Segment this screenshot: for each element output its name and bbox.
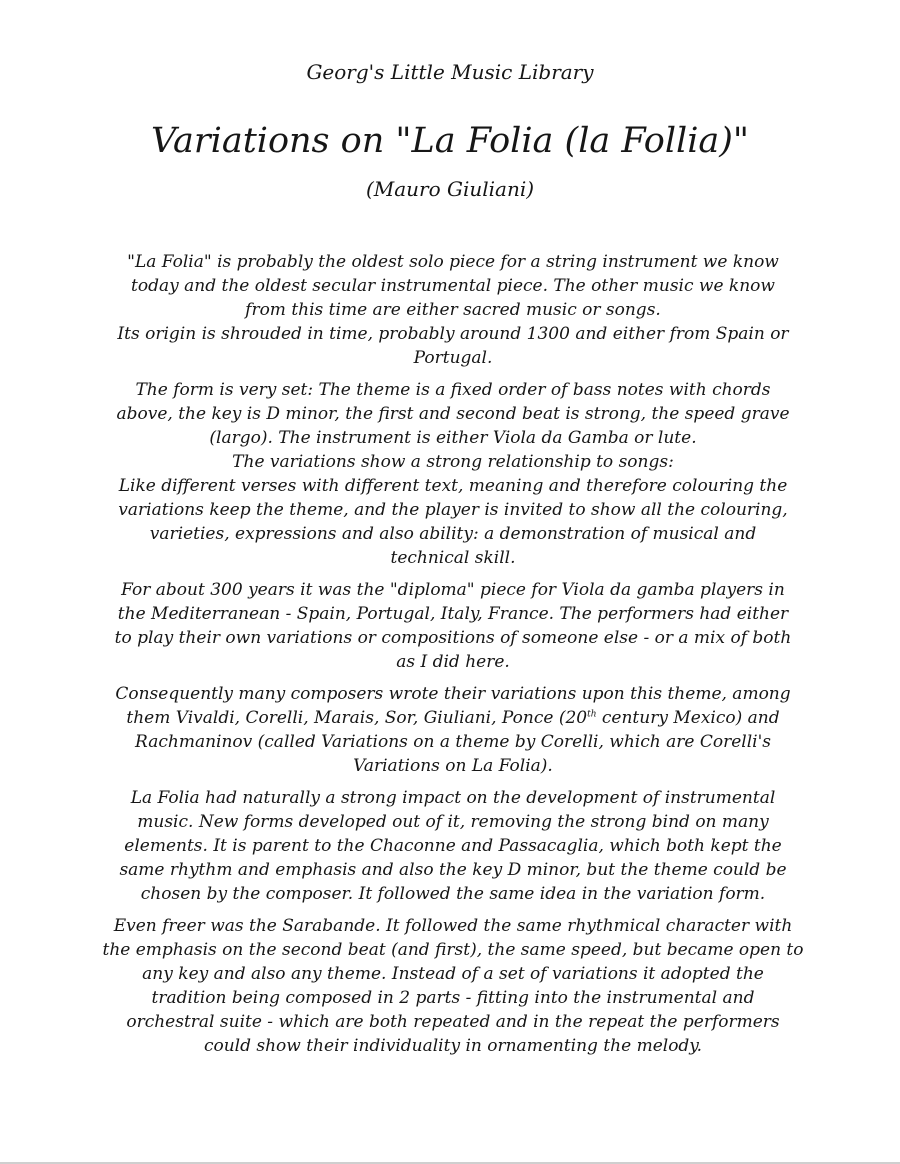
text-line: music. New forms developed out of it, removing the strong bind on many [137,812,769,832]
text-segment: them Vivaldi, Corelli, Marais, Sor, Giuliani, Ponce (20 [126,708,588,728]
text-line: For about 300 years it was the "diploma" piece for Viola da gamba players in [121,580,785,600]
text-line: Variations on La Folia). [353,756,553,776]
text-line: (largo). The instrument is either Viola da Gamba or lute. [209,428,697,448]
paragraph [82,378,824,570]
paragraph [82,682,824,778]
text-line: chosen by the composer. It followed the same idea in the variation form. [140,884,766,904]
text-line: same rhythm and emphasis and also the key D minor, but the theme could be [119,860,787,880]
text-line: technical skill. [390,548,516,568]
text-line: today and the oldest secular instrumental piece. The other music we know [131,276,775,296]
paragraph [82,578,824,674]
text-line: varieties, expressions and also ability: a demonstration of musical and [149,524,757,544]
text-line: Its origin is shrouded in time, probably around 1300 and either from Spain or [117,324,789,344]
paragraph [82,250,824,370]
text-line: from this time are either sacred music or songs. [245,300,661,320]
text-line: Portugal. [413,348,493,368]
paragraph [82,914,824,1058]
paragraph [82,786,824,906]
text-line: The variations show a strong relationship to songs: [232,452,674,472]
composer-name: (Mauro Giuliani) [365,177,535,201]
text-line: orchestral suite - which are both repeated and in the repeat the performers [126,1012,780,1032]
library-heading: Georg's Little Music Library [306,60,594,84]
document-body [82,250,824,1066]
text-line: above, the key is D minor, the first and second beat is strong, the speed grave [116,404,790,424]
text-line [82,706,824,730]
text-line: Rachmaninov (called Variations on a theme by Corelli, which are Corelli's [135,732,771,752]
text-line: to play their own variations or compositions of someone else - or a mix of both [114,628,792,648]
ordinal-superscript: th [587,709,597,720]
text-line: could show their individuality in ornamenting the melody. [203,1036,703,1056]
page-title: Variations on "La Folia (la Follia)" [150,121,750,161]
text-line: Like different verses with different text, meaning and therefore colouring the [118,476,788,496]
text-segment: century Mexico) and [596,708,780,728]
text-line: "La Folia" is probably the oldest solo piece for a string instrument we know [127,252,779,272]
text-line: any key and also any theme. Instead of a set of variations it adopted the [142,964,764,984]
text-line: La Folia had naturally a strong impact on the development of instrumental [130,788,776,808]
text-line: the emphasis on the second beat (and first), the same speed, but became open to [102,940,804,960]
text-line: Even freer was the Sarabande. It followed the same rhythmical character with [113,916,793,936]
text-line: as I did here. [396,652,510,672]
text-line: elements. It is parent to the Chaconne and Passacaglia, which both kept the [124,836,782,856]
text-line: tradition being composed in 2 parts - fitting into the instrumental and [151,988,755,1008]
text-line: the Mediterranean - Spain, Portugal, Italy, France. The performers had either [117,604,789,624]
text-line: variations keep the theme, and the player is invited to show all the colouring, [118,500,788,520]
text-line: Consequently many composers wrote their variations upon this theme, among [115,684,791,704]
text-line: The form is very set: The theme is a fixed order of bass notes with chords [135,380,771,400]
